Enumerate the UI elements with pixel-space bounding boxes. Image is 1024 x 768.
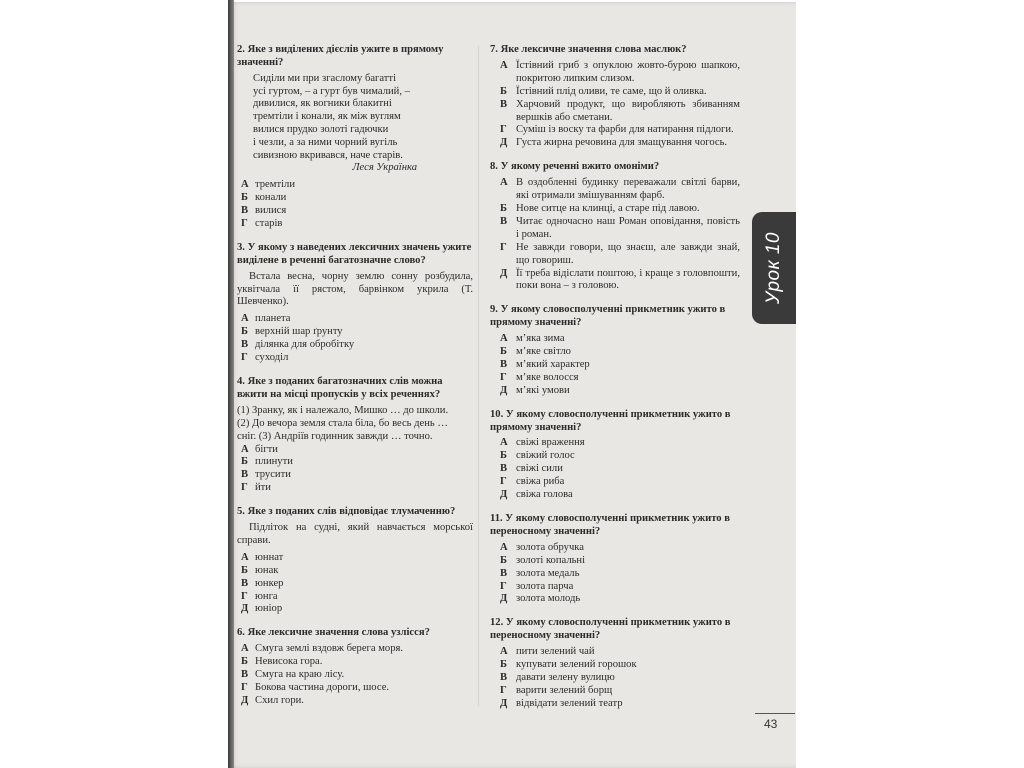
answer-option: Г м’яке волосся <box>500 371 579 383</box>
poem-line: тремтіли і конали, як між вуглям <box>253 111 401 123</box>
answer-option: Д відвідати зелений театр <box>500 697 623 709</box>
answer-option: Г суходіл <box>241 352 289 364</box>
answer-option: В вилися <box>241 205 287 216</box>
question-7-title: 7. Яке лексичне значення слова маслюк? <box>490 44 687 55</box>
answer-option: В ділянка для обробітку <box>241 339 355 351</box>
answer-option: А м’яка зима <box>500 333 565 345</box>
poem-author: Леся Українка <box>352 162 417 174</box>
answer-option: Г Не завжди говори, що знаєш, але завжди знай, що говориш. <box>500 241 740 266</box>
answer-option: Д юніор <box>241 603 283 615</box>
answer-option: В Смуга на краю лісу. <box>241 669 345 681</box>
question-3 <box>237 242 473 365</box>
poem-line: і чезли, а за ними чорний вугіль <box>253 136 398 148</box>
answer-option: Б свіжий голос <box>500 450 575 462</box>
question-5-title: 5. Яке з поданих слів відповідає тлумаченню? <box>237 506 456 518</box>
answer-option: Г варити зелений борщ <box>500 684 613 696</box>
question-4-title: 4. Яке з поданих багатозначних слів можна вжити на місці пропусків у всіх реченнях? <box>237 375 443 400</box>
question-3-text: Встала весна, чорну землю сонну розбудила, уквітчала її рястом, барвінком укрила (Т. Шевченко). <box>237 270 473 308</box>
question-11 <box>490 513 740 606</box>
answer-option: Г юнга <box>241 590 278 602</box>
answer-option: Б золоті копальні <box>500 554 586 566</box>
answer-option: Г золота парча <box>500 580 574 592</box>
lesson-tab <box>752 212 796 324</box>
answer-option: Г свіжа риба <box>500 476 565 488</box>
answer-option: Б плинути <box>241 456 293 468</box>
answer-option: А планета <box>241 313 291 325</box>
page-number: 43 <box>764 717 778 731</box>
answer-option: Б купувати зелений горошок <box>500 659 637 671</box>
answer-option: В м’який характер <box>500 358 590 370</box>
answer-option: А золота обручка <box>500 541 584 553</box>
question-9 <box>490 304 740 397</box>
question-12 <box>490 617 740 710</box>
question-2-poem <box>253 73 473 175</box>
answer-option: А юннат <box>241 551 284 563</box>
answer-option: Д м’які умови <box>500 384 570 396</box>
column-divider <box>478 46 479 706</box>
answer-option: Д свіжа голова <box>500 489 573 501</box>
answer-option: А Смуга землі вздовж берега моря. <box>241 643 404 655</box>
answer-option: Б верхній шар ґрунту <box>241 326 343 338</box>
book-spine-edge <box>228 0 234 768</box>
question-4-line: (2) До вечора земля стала біла, бо весь день … <box>237 417 448 429</box>
question-10 <box>490 409 740 502</box>
question-12-title: 12. У якому словосполученні прикметник ужито в переносному значенні? <box>490 617 731 642</box>
answer-option: Г Бокова частина дороги, шосе. <box>241 682 390 693</box>
answer-option: Д золота молодь <box>500 593 581 605</box>
poem-line: сивизною вкривався, наче старів. <box>253 149 403 161</box>
answer-option: В давати зелену вулицю <box>500 671 615 683</box>
answer-option: Г старів <box>241 217 283 229</box>
answer-option: Д Густа жирна речовина для змащування чогось. <box>500 137 728 149</box>
right-column <box>490 44 740 722</box>
question-11-title: 11. У якому словосполученні прикметник ужито в переносному значенні? <box>490 513 730 537</box>
answer-option: В Харчовий продукт, що виробляють збиванням вершків або сметани. <box>500 98 740 123</box>
question-5 <box>237 506 473 616</box>
question-7 <box>490 44 740 150</box>
question-3-title: 3. У якому з наведених лексичних значень ужите виділене в реченні багатозначне слово? <box>237 241 472 266</box>
answer-option: В Читає одночасно наш Роман оповідання, повість і роман. <box>500 215 740 240</box>
question-4-line: (1) Зранку, як і належало, Мишко … до школи. <box>237 404 449 416</box>
poem-line: Сиділи ми при згаслому багатті <box>253 72 397 84</box>
answer-option: Д Схил гори. <box>241 694 304 706</box>
answer-option: Б конали <box>241 192 287 204</box>
question-9-title: 9. У якому словосполученні прикметник ужито в прямому значенні? <box>490 304 726 329</box>
answer-option: В юнкер <box>241 577 284 589</box>
question-4 <box>237 376 473 495</box>
question-8 <box>490 161 740 293</box>
answer-option: Б юнак <box>241 564 279 576</box>
answer-option: А тремтіли <box>241 179 295 191</box>
answer-option: А пити зелений чай <box>500 646 595 658</box>
answer-option: А свіжі враження <box>500 437 585 449</box>
left-column <box>237 44 473 719</box>
answer-option: А Їстівний гриб з опуклою жовто-бурою шапкою, покритою липким слизом. <box>500 59 740 84</box>
question-5-text: Підліток на судні, який навчається морської справи. <box>237 522 473 546</box>
page-number-rule <box>755 713 795 714</box>
question-6-title: 6. Яке лексичне значення слова узлісся? <box>237 627 430 639</box>
answer-option: Д Її треба відіслати поштою, і краще з головпошти, поки вона – з головою. <box>500 267 740 292</box>
answer-option: Б Нове ситце на клинці, а старе під лавою. <box>500 202 700 214</box>
poem-line: дивилися, як вогники блакитні <box>253 98 392 110</box>
answer-option: Б м’яке світло <box>500 346 571 358</box>
answer-option: А бігти <box>241 443 278 455</box>
poem-line: вилися прудко золоті гадючки <box>253 124 389 135</box>
answer-option: В трусити <box>241 469 291 481</box>
question-10-title: 10. У якому словосполученні прикметник ужито в прямому значенні? <box>490 408 731 433</box>
answer-option: Б Невисока гора. <box>241 656 323 668</box>
question-6 <box>237 627 473 707</box>
poem-line: усі гуртом, – а гурт був чималий, – <box>253 85 410 97</box>
question-2-title: 2. Яке з виділених дієслів ужите в прямому значенні? <box>237 44 444 68</box>
lesson-tab-label: Урок 10 <box>763 232 784 304</box>
question-8-title: 8. У якому реченні вжито омоніми? <box>490 161 660 173</box>
answer-option: Г йти <box>241 482 271 494</box>
answer-option: Г Суміш із воску та фарби для натирання підлоги. <box>500 124 734 136</box>
answer-option: А В оздобленні будинку переважали світлі барви, які отримали змішуванням фарб. <box>500 177 740 202</box>
answer-option: В свіжі сили <box>500 463 563 475</box>
answer-option: В золота медаль <box>500 567 580 579</box>
question-2 <box>237 44 473 231</box>
answer-option: Б Їстівний плід оливи, те саме, що й оливка. <box>500 85 707 97</box>
question-4-line: сніг. (3) Андріїв годинник завжди … точно. <box>237 430 433 442</box>
